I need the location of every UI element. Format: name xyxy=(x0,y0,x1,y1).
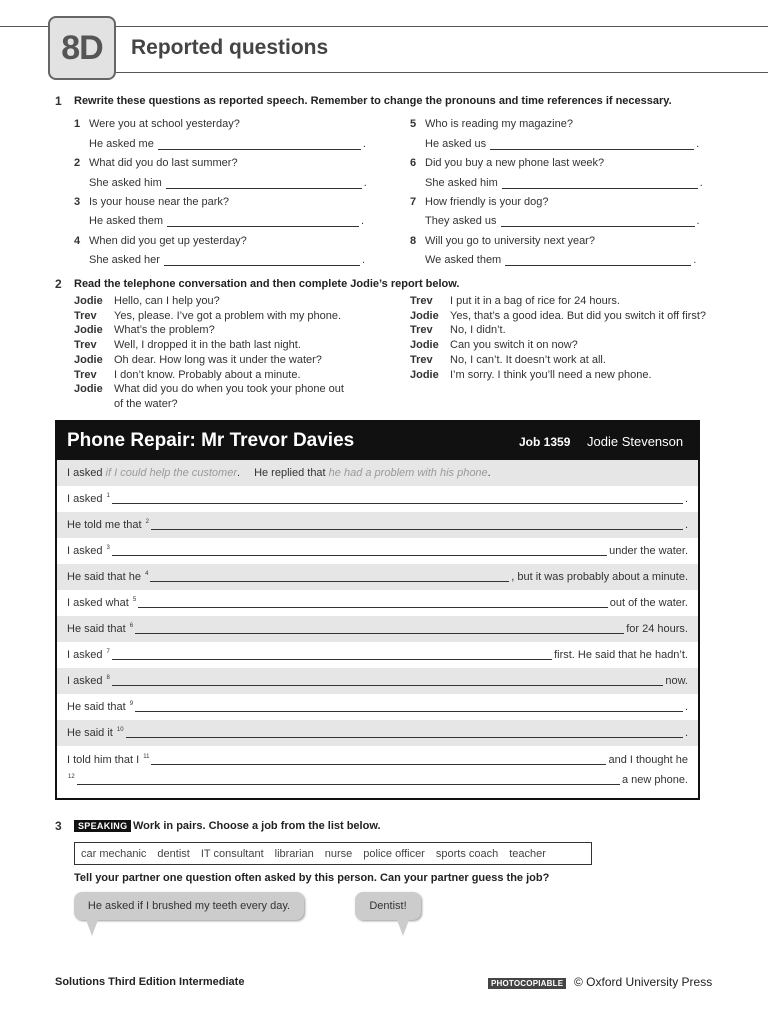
answer-1-input[interactable] xyxy=(158,140,361,150)
form-row-1: I asked 1 . xyxy=(67,493,688,505)
form-row-8: I asked 8 now. xyxy=(57,668,698,694)
question-5: 5 Who is reading my magazine? xyxy=(410,118,573,130)
staff-name: Jodie Stevenson xyxy=(587,434,684,449)
form-row-2-input[interactable] xyxy=(151,521,683,530)
form-row-6: He said that 6 for 24 hours. xyxy=(57,616,698,642)
dialogue-line: Jodie Yes, that’s a good idea. But did you switch it off first? xyxy=(410,309,707,322)
answer-6-input[interactable] xyxy=(502,179,698,189)
form-row-10: He said it 10 . xyxy=(57,720,698,746)
dialogue-line: Jodie Oh dear. How long was it under the water? xyxy=(74,353,322,366)
form-row-1-input[interactable] xyxy=(112,495,683,504)
answer-4: She asked her . xyxy=(89,254,365,266)
dialogue-line: Trev Well, I dropped it in the bath last night. xyxy=(74,339,301,352)
answer-3: He asked them . xyxy=(89,215,365,227)
job-item: nurse xyxy=(324,847,353,860)
answer-5: He asked us . xyxy=(425,138,700,150)
speech-bubble-answer: Dentist! xyxy=(355,892,421,920)
speech-bubble-question: He asked if I brushed my teeth every day. xyxy=(74,892,304,920)
answer-1: He asked me . xyxy=(89,138,366,150)
form-row-3: I asked 3 under the water. xyxy=(67,545,688,557)
exercise-1-number: 1 xyxy=(55,94,62,108)
job-item: sports coach xyxy=(435,847,499,860)
form-row-7-input[interactable] xyxy=(112,651,552,660)
header-rule-lower xyxy=(116,72,768,73)
speaking-tag: SPEAKING xyxy=(74,820,131,832)
form-row-9: He said that 9 . xyxy=(67,701,688,713)
form-row-7: I asked 7 first. He said that he hadn’t. xyxy=(67,649,688,661)
job-item: IT consultant xyxy=(200,847,264,860)
form-row-6-input[interactable] xyxy=(135,625,624,634)
question-2: 2 What did you do last summer? xyxy=(74,157,238,169)
job-item: librarian xyxy=(274,847,314,860)
form-row-12-input[interactable] xyxy=(77,776,620,785)
form-header xyxy=(57,422,698,460)
job-item: police officer xyxy=(363,847,425,860)
answer-2-input[interactable] xyxy=(166,179,362,189)
dialogue-line: Jodie What did you do when you took your phone out of the water? xyxy=(74,383,344,410)
form-title: Phone Repair: Mr Trevor Davies xyxy=(67,430,355,451)
question-1: 1 Were you at school yesterday? xyxy=(74,118,240,130)
question-3: 3 Is your house near the park? xyxy=(74,196,230,208)
dialogue-line: Jodie Hello, can I help you? xyxy=(74,295,220,307)
dialogue-line: Trev I put it in a bag of rice for 24 hours. xyxy=(410,295,620,307)
answer-6: She asked him . xyxy=(425,177,703,189)
answer-8-input[interactable] xyxy=(505,256,691,266)
form-example-row: I asked if I could help the customer . He replied that he had a problem with his phone . xyxy=(57,460,698,486)
answer-4-input[interactable] xyxy=(164,256,360,266)
exercise-3-instruction: Work in pairs. Choose a job from the list below. xyxy=(133,820,381,832)
job-item: dentist xyxy=(157,847,190,860)
dialogue-line: Jodie Can you switch it on now? xyxy=(410,339,578,352)
form-row-4-input[interactable] xyxy=(150,573,509,582)
photocopiable-tag: PHOTOCOPIABLE xyxy=(488,978,566,989)
speech-bubble-tail xyxy=(86,920,98,936)
answer-2: She asked him . xyxy=(89,177,367,189)
form-row-4: He said that he 4 , but it was probably about a minute. xyxy=(57,564,698,590)
conversation-left xyxy=(74,294,374,412)
job-item: teacher xyxy=(509,847,546,860)
dialogue-line: Trev No, I can’t. It doesn’t work at all. xyxy=(410,353,606,366)
form-row-3-input[interactable] xyxy=(112,547,607,556)
conversation-right xyxy=(410,294,710,382)
question-7: 7 How friendly is your dog? xyxy=(410,196,549,208)
dialogue-line: Jodie What’s the problem? xyxy=(74,324,215,337)
answer-8: We asked them . xyxy=(425,254,697,266)
exercise-2-instruction: Read the telephone conversation and then complete Jodie’s report below. xyxy=(74,278,460,290)
exercise-1-instruction: Rewrite these questions as reported speech. Remember to change the pronouns and time references if necessary. xyxy=(74,95,672,107)
form-row-9-input[interactable] xyxy=(135,703,683,712)
dialogue-line: Trev Yes, please. I’ve got a problem with my phone. xyxy=(74,309,342,322)
form-row-8-input[interactable] xyxy=(112,677,663,686)
dialogue-line: Jodie I’m sorry. I think you’ll need a new phone. xyxy=(410,368,652,381)
job-item: car mechanic xyxy=(81,847,147,860)
question-4: 4 When did you get up yesterday? xyxy=(74,235,247,247)
job-number: Job 1359 xyxy=(519,435,571,449)
speech-bubble-tail xyxy=(397,920,409,936)
exercise-3-number: 3 xyxy=(55,819,62,833)
footer-book-title: Solutions Third Edition Intermediate xyxy=(55,976,245,988)
footer-publisher: © Oxford University Press xyxy=(574,975,713,989)
answer-5-input[interactable] xyxy=(490,140,694,150)
form-row-11-input[interactable] xyxy=(151,756,606,765)
form-row-2: He told me that 2 . xyxy=(57,512,698,538)
dialogue-line: Trev No, I didn’t. xyxy=(410,324,506,337)
form-row-5-input[interactable] xyxy=(138,599,608,608)
phone-repair-form xyxy=(55,420,700,800)
page-title: Reported questions xyxy=(131,36,329,59)
unit-badge: 8D xyxy=(48,16,116,80)
job-list xyxy=(74,842,592,865)
form-row-5: I asked what 5 out of the water. xyxy=(67,597,688,609)
answer-3-input[interactable] xyxy=(167,217,359,227)
answer-7-input[interactable] xyxy=(501,217,695,227)
question-8: 8 Will you go to university next year? xyxy=(410,235,595,247)
dialogue-line: Trev I don’t know. Probably about a minute. xyxy=(74,368,301,381)
answer-7: They asked us . xyxy=(425,215,700,227)
exercise-3-instruction-2: Tell your partner one question often asked by this person. Can your partner guess the job? xyxy=(74,872,550,884)
question-6: 6 Did you buy a new phone last week? xyxy=(410,157,605,169)
form-row-12: 12 a new phone. xyxy=(68,774,688,786)
exercise-2-number: 2 xyxy=(55,277,62,291)
form-row-11: I told him that I 11 and I thought he xyxy=(67,754,688,766)
form-row-10-input[interactable] xyxy=(126,729,683,738)
